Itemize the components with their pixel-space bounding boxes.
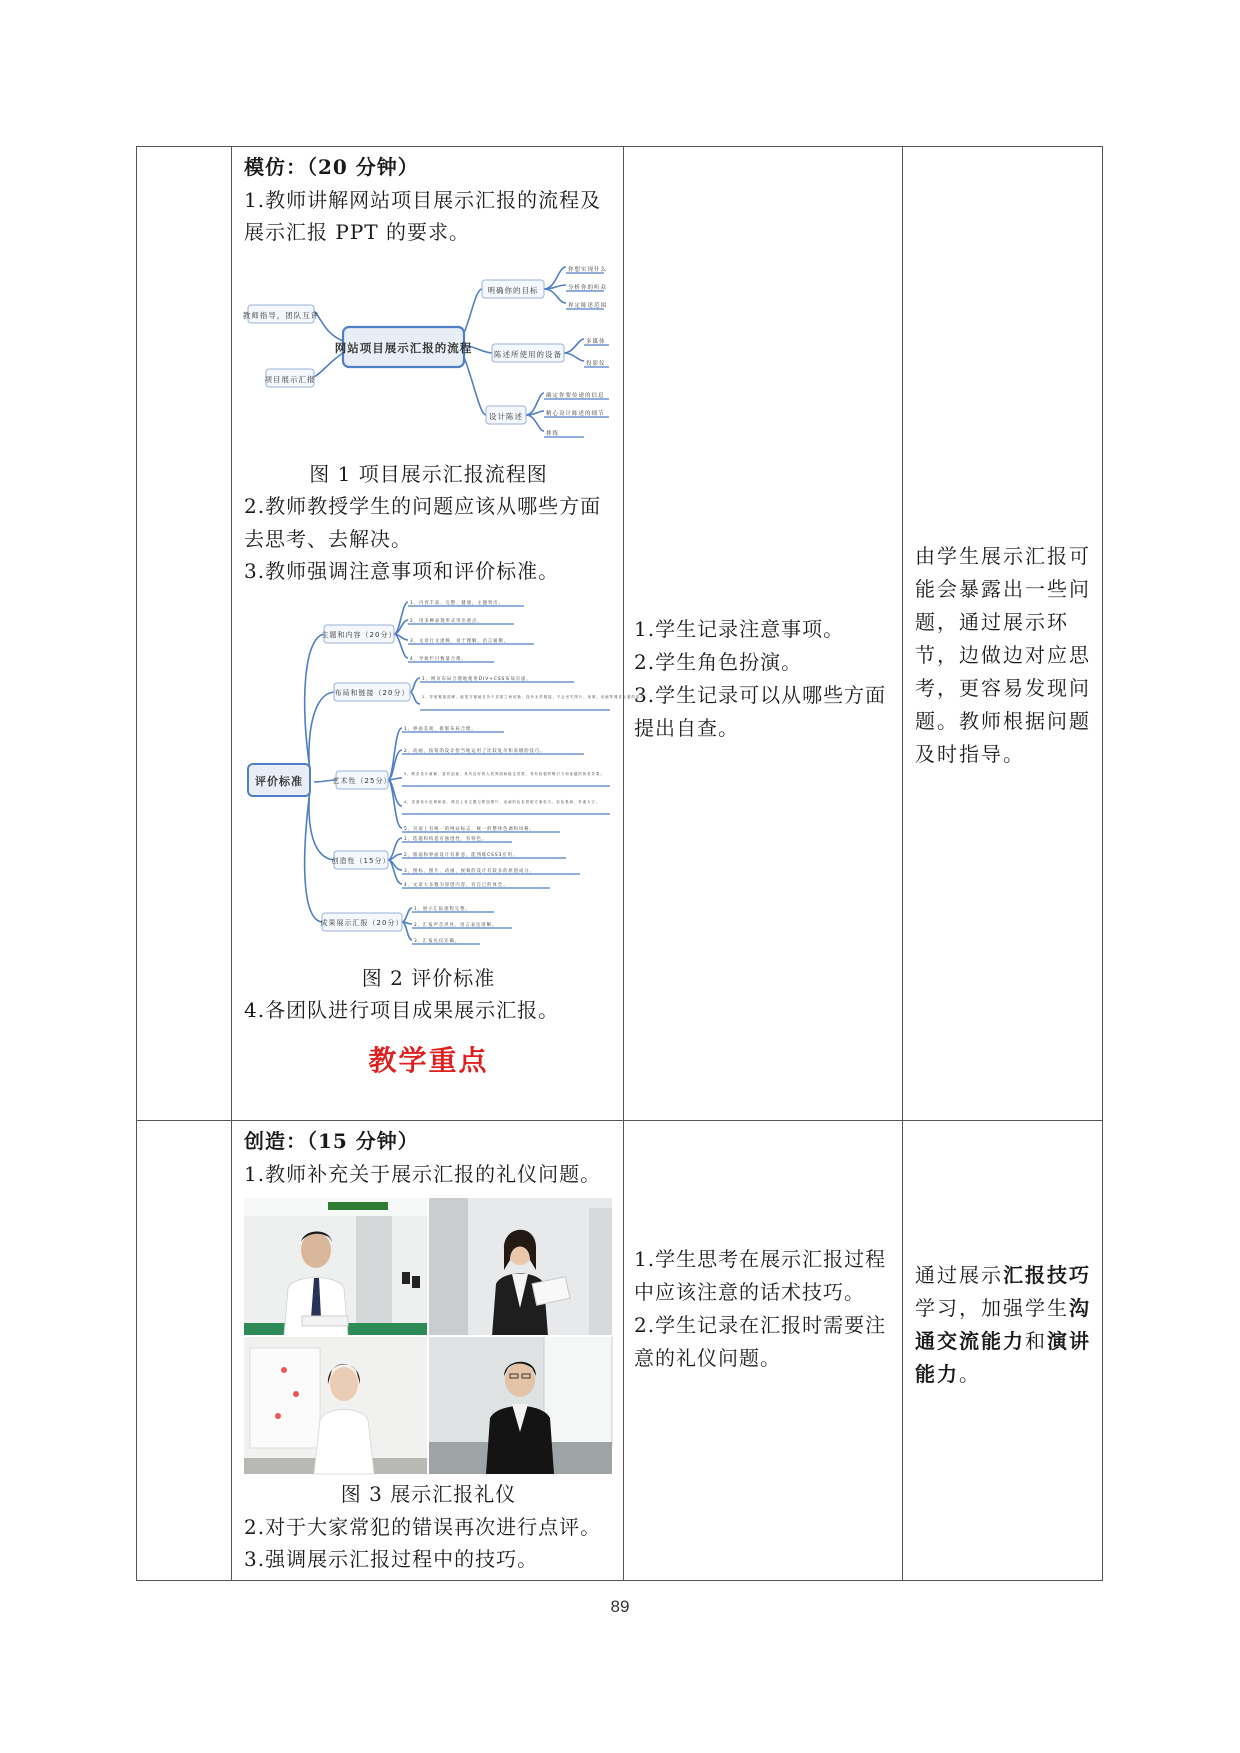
photo-tile bbox=[428, 1336, 612, 1474]
design-intent-cell bbox=[903, 1121, 1103, 1581]
criteria-item: 2、汇报声音洪亮，语言表达清晰。 bbox=[414, 922, 498, 928]
table-row bbox=[137, 1121, 1103, 1581]
photo-tile bbox=[244, 1336, 428, 1474]
lesson-table bbox=[136, 146, 1103, 1581]
evaluation-mindmap-figure bbox=[244, 590, 650, 962]
criteria-item: 3、汇报礼仪正确。 bbox=[414, 938, 461, 944]
intent-bold: 汇报技巧 bbox=[1003, 1263, 1091, 1287]
criteria-item: 2、动画、按钮的设计恰当地运用了比较复杂和高级的技巧。 bbox=[404, 748, 546, 754]
criteria-item: 5、页面上有统一的网站标志，统一的整体色调和风格。 bbox=[404, 826, 535, 832]
student-activity-cell bbox=[624, 1121, 903, 1581]
key-point-label: 教学重点 bbox=[368, 1043, 489, 1077]
student-item: 3.学生记录可以从哪些方面提出自查。 bbox=[634, 682, 887, 740]
mindmap-branch-node: 陈述所使用的设备 bbox=[494, 349, 562, 359]
criteria-branch: 主题和内容（20分） bbox=[321, 630, 397, 639]
page-number: 89 bbox=[610, 1597, 630, 1616]
mindmap-leaf: 精心设计陈述的细节 bbox=[546, 410, 605, 417]
section-heading: 模仿：（20 分钟） bbox=[244, 155, 419, 179]
criteria-item: 2、版面和界面设计有新意，能熟练CSS3应用。 bbox=[404, 852, 519, 858]
student-item: 1.学生记录注意事项。 bbox=[634, 616, 845, 641]
figure-caption: 图 1 项目展示汇报流程图 bbox=[309, 461, 548, 486]
criteria-item: 1、选题和构思有独创性，有特色。 bbox=[404, 836, 488, 842]
mindmap-leaf: 确定你要传递的信息 bbox=[546, 392, 605, 399]
step-text: 1.教师讲解网站项目展示汇报的流程及展示汇报 PPT 的要求。 bbox=[244, 187, 602, 244]
criteria-item: 3、图标、图片、动画、视频的设计有较多的原创成分。 bbox=[404, 868, 535, 874]
criteria-item: 1、界面美观，排版布局合理。 bbox=[404, 726, 477, 732]
step-text: 2.对于大家常犯的错误再次进行点评。 bbox=[244, 1514, 602, 1539]
criteria-item: 2、导航链接清晰，能很方便地在各个页面之间切换，没有无效链接，不会丢失图片、视频、动画等网页元素的显示。 bbox=[422, 694, 650, 699]
criteria-item: 3、网页设计新颖，富有创意，具有良好的人机界面和稳定效果，具有较强的吸引力和优越的视觉效果。 bbox=[404, 771, 605, 776]
mindmap-leaf: 你想实现什么 bbox=[568, 266, 608, 273]
intent-text: 通过展示 bbox=[915, 1263, 1003, 1287]
design-intent-text: 由学生展示汇报可能会暴露出一些问题，通过展示环节，边做边对应思考，更容易发现问题。教师根据问题及时指导。 bbox=[915, 544, 1091, 766]
intent-text: 学习，加强学生 bbox=[915, 1296, 1069, 1320]
intent-text: 和 bbox=[1025, 1329, 1047, 1353]
criteria-item: 4、文章大多数为原创内容，有自己的体会。 bbox=[404, 882, 509, 888]
step-text: 3.教师强调注意事项和评价标准。 bbox=[244, 559, 560, 583]
mindmap-leaf: 界定陈述范围 bbox=[568, 302, 608, 309]
student-item: 1.学生思考在展示汇报过程中应该注意的话术技巧。 bbox=[634, 1247, 887, 1304]
criteria-branch: 创造性（15分） bbox=[331, 856, 391, 865]
intent-bold: 沟通交流能力 bbox=[915, 1296, 1091, 1353]
student-activity-cell bbox=[624, 147, 903, 1121]
criteria-item: 1、网页布局合理地使用DIV+CSS布局页面。 bbox=[422, 676, 532, 682]
criteria-branch: 艺术性（25分） bbox=[332, 776, 392, 785]
mindmap-branch-node: 设计陈述 bbox=[489, 411, 523, 421]
flow-mindmap-figure bbox=[244, 253, 614, 458]
mindmap-left-node: 项目展示汇报 bbox=[264, 374, 316, 384]
mindmap-leaf: 投影仪 bbox=[586, 360, 606, 367]
empty-cell bbox=[137, 147, 232, 1121]
mindmap-leaf: 分析你的听众 bbox=[568, 284, 608, 291]
table-row bbox=[137, 147, 1103, 1121]
mindmap-branch-node: 明确你的目标 bbox=[487, 285, 539, 295]
mindmap-leaf: 多媒体 bbox=[586, 338, 606, 345]
empty-cell bbox=[137, 1121, 232, 1581]
mindmap-leaf: 排练 bbox=[546, 430, 560, 437]
criteria-item: 4、导航栏目数量合理。 bbox=[410, 656, 467, 662]
step-text: 4.各团队进行项目成果展示汇报。 bbox=[244, 998, 560, 1022]
intent-bold: 演讲能力 bbox=[915, 1329, 1091, 1386]
photo-tile bbox=[428, 1198, 612, 1336]
step-text: 3.强调展示汇报过程中的技巧。 bbox=[244, 1547, 539, 1571]
criteria-item: 1、内容丰富、完整、健康，主题突出。 bbox=[410, 600, 504, 606]
etiquette-photos bbox=[244, 1198, 612, 1474]
design-intent-text bbox=[915, 1259, 1092, 1391]
teaching-activity-cell bbox=[232, 147, 650, 1121]
student-item: 2.学生角色扮演。 bbox=[634, 649, 803, 674]
criteria-branch: 布局和链接（20分） bbox=[334, 688, 410, 697]
criteria-branch: 成果展示汇报（20分） bbox=[320, 918, 404, 927]
criteria-item: 3、文章行文流畅，易于理解，语言通顺。 bbox=[410, 638, 510, 644]
intent-text: 。 bbox=[959, 1362, 981, 1386]
step-text: 1.教师补充关于展示汇报的礼仪问题。 bbox=[244, 1161, 602, 1186]
teaching-activity-cell bbox=[232, 1121, 624, 1581]
mindmap-root-node: 评价标准 bbox=[255, 774, 303, 788]
criteria-item: 4、页面设计色调和谐，网页上各主题与附加图片、动画的色彩搭配方案恰当，彩色柔和，朴素大方。 bbox=[404, 799, 601, 804]
criteria-item: 2、用多种表现形式突出重点。 bbox=[410, 618, 483, 624]
mindmap-left-node: 教师指导，团队互评 bbox=[242, 310, 320, 320]
design-intent-cell bbox=[903, 147, 1103, 1121]
figure-caption: 图 2 评价标准 bbox=[361, 965, 496, 990]
mindmap-center-node: 网站项目展示汇报的流程 bbox=[334, 340, 473, 355]
photo-tile bbox=[244, 1198, 428, 1336]
section-heading: 创造：（15 分钟） bbox=[244, 1129, 419, 1153]
criteria-item: 1、展示汇报流程完整。 bbox=[414, 906, 471, 912]
figure-caption: 图 3 展示汇报礼仪 bbox=[340, 1482, 517, 1506]
student-item: 2.学生记录在汇报时需要注意的礼仪问题。 bbox=[634, 1313, 887, 1370]
step-text: 2.教师教授学生的问题应该从哪些方面去思考、去解决。 bbox=[244, 494, 602, 551]
